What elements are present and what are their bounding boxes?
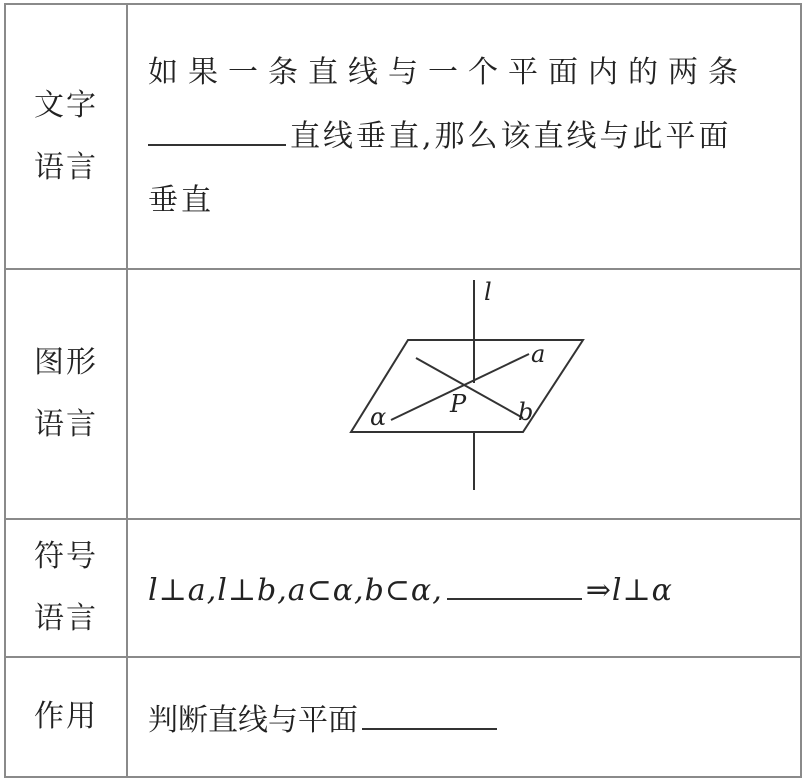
statement-line-3: 垂直 [148,182,214,218]
statement-line-1: 如果一条直线与一个平面内的两条 [148,54,748,90]
label-line: 语言 [34,601,98,636]
row-label-text-language [5,4,127,269]
line-b [416,358,523,418]
label-a: a [531,340,546,368]
label-line: 语言 [34,149,98,185]
label-line: 语言 [34,407,98,442]
text-language-content [127,4,801,269]
row-text-language [5,4,801,269]
label-line: 作用 [34,699,98,734]
theorem-statement [148,41,784,233]
purpose-text: 判断直线与平面 [148,703,358,738]
symbol-language-content [127,519,801,657]
row-label-purpose [5,657,127,777]
row-figure-language [5,269,801,519]
formula-conclusion: ⇒l⊥α [585,573,673,608]
fill-blank-3[interactable] [362,698,497,730]
label-l: l [484,278,492,306]
statement-line-2-text: 直线垂直,那么该直线与此平面 [290,118,732,154]
row-purpose [5,657,801,777]
purpose-content [127,657,801,777]
fill-blank-2[interactable] [447,568,582,600]
label-alpha: α [370,403,387,431]
row-label-symbol-language [5,519,127,657]
fill-blank-1[interactable] [148,114,286,146]
line-plane-perpendicular-diagram [148,270,805,510]
formula-premises: l⊥a,l⊥b,a⊂α,b⊂α, [148,573,443,608]
label-p: P [450,390,467,418]
label-line: 符号 [34,539,98,574]
label-line: 文字 [34,87,98,123]
row-label-figure-language [5,269,127,519]
statement-line-2 [148,105,784,169]
label-line: 图形 [34,345,98,380]
row-symbol-language [5,519,801,657]
label-b: b [518,398,534,426]
figure-language-content [127,269,801,519]
theorem-table [4,3,802,773]
